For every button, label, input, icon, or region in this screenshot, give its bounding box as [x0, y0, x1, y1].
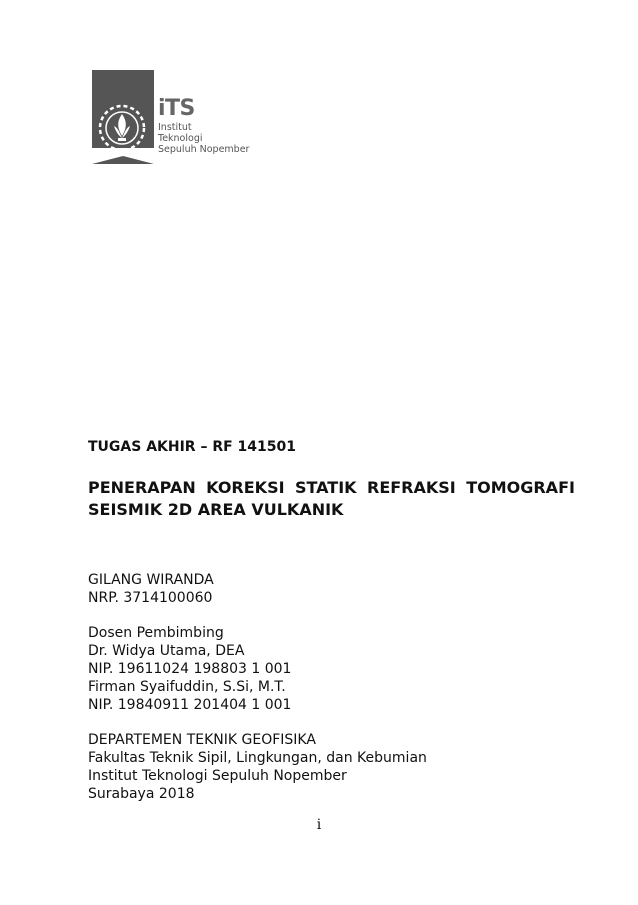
thesis-code: TUGAS AKHIR – RF 141501	[88, 439, 297, 455]
supervisor-heading: Dosen Pembimbing	[88, 625, 224, 641]
supervisor-1-name: Dr. Widya Utama, DEA	[88, 643, 245, 659]
institution-block	[88, 731, 427, 803]
author-block	[88, 571, 214, 607]
supervisor-2-nip: NIP. 19840911 201404 1 001	[88, 697, 292, 713]
title-line-1	[88, 477, 575, 499]
logo-line-1: Institut	[158, 122, 192, 133]
its-brand-text: iTS	[158, 96, 195, 121]
logo-line-2: Teknologi	[158, 133, 203, 144]
institute-name: Institut Teknologi Sepuluh Nopember	[88, 768, 347, 784]
page-number: i	[316, 817, 322, 833]
title-word: REFRAKSI	[367, 478, 456, 497]
thesis-title	[88, 477, 575, 521]
department-name: DEPARTEMEN TEKNIK GEOFISIKA	[88, 732, 316, 748]
its-institution-name	[158, 122, 249, 155]
supervisor-2-name: Firman Syaifuddin, S.Si, M.T.	[88, 679, 286, 695]
city-year: Surabaya 2018	[88, 786, 195, 802]
title-line-2: SEISMIK 2D AREA VULKANIK	[88, 500, 344, 519]
author-nrp: NRP. 3714100060	[88, 590, 213, 606]
logo-line-3: Sepuluh Nopember	[158, 144, 250, 155]
supervisor-block	[88, 624, 291, 714]
title-word: PENERAPAN	[88, 478, 196, 497]
title-word: TOMOGRAFI	[466, 478, 575, 497]
author-name: GILANG WIRANDA	[88, 572, 214, 588]
faculty-name: Fakultas Teknik Sipil, Lingkungan, dan Kebumian	[88, 750, 427, 766]
title-word: KOREKSI	[206, 478, 285, 497]
its-emblem-icon	[92, 70, 154, 164]
its-logo	[92, 70, 252, 164]
title-word: STATIK	[294, 478, 357, 497]
supervisor-1-nip: NIP. 19611024 198803 1 001	[88, 661, 292, 677]
